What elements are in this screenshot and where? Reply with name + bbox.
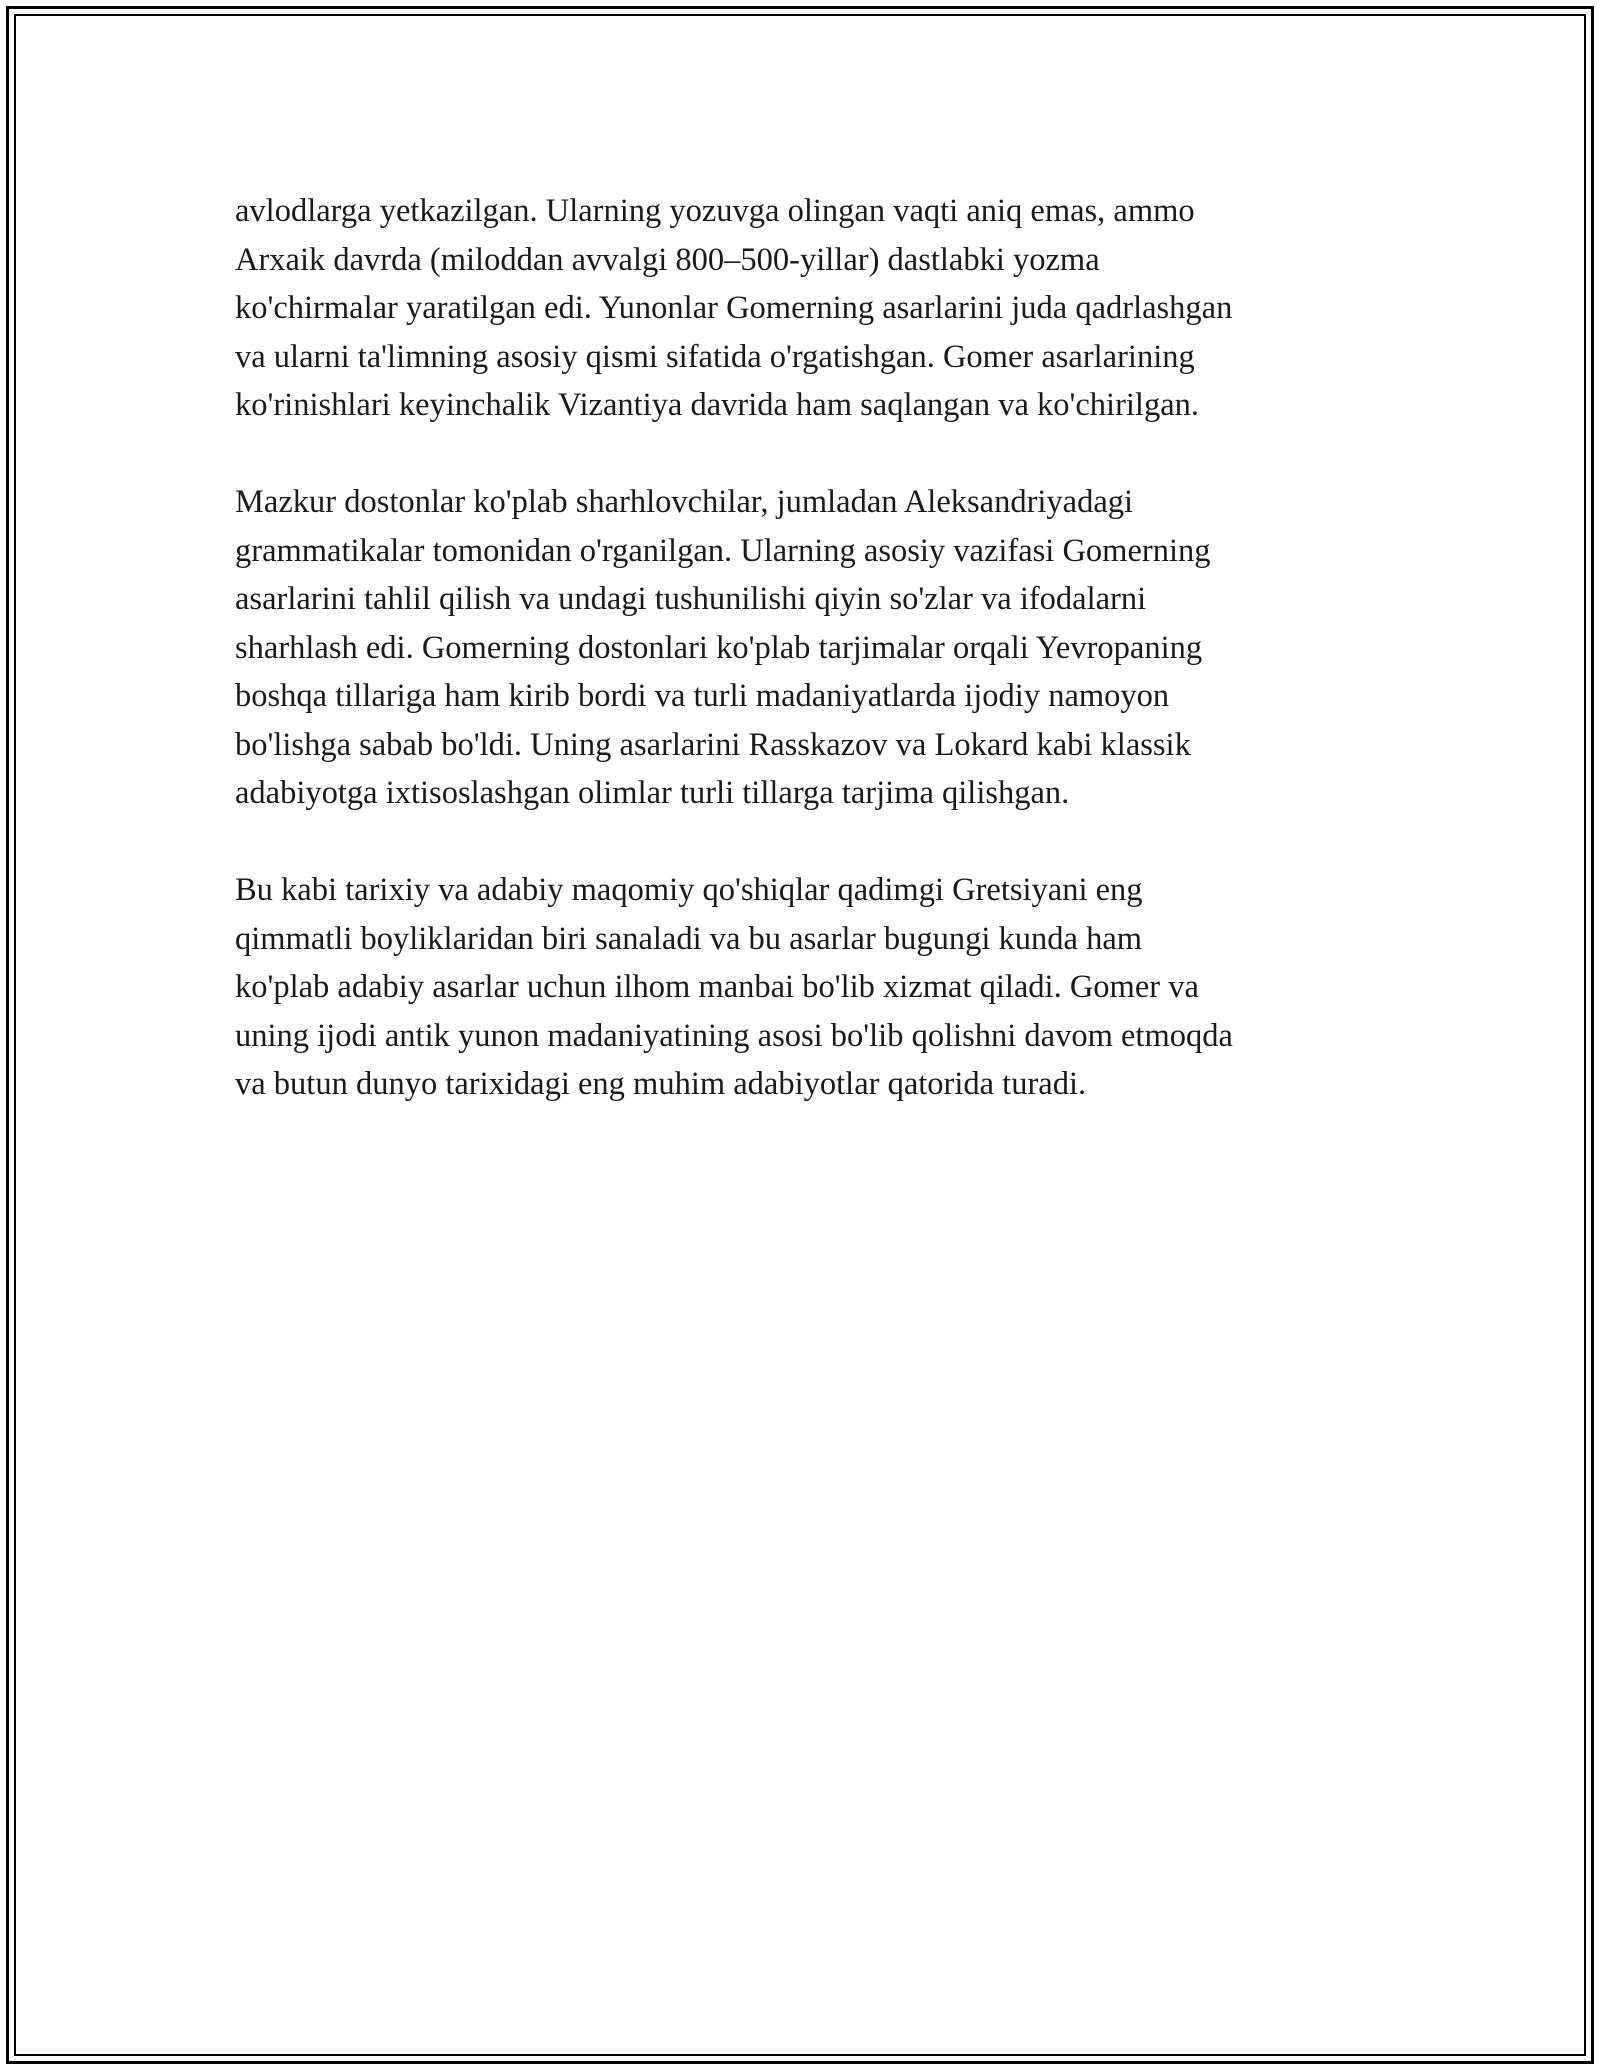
- text-line: ko'chirmalar yaratilgan edi. Yunonlar Gomerning asarlarini juda qadrlashgan: [235, 290, 1233, 326]
- text-line: grammatikalar tomonidan o'rganilgan. Ularning asosiy vazifasi Gomerning: [235, 532, 1211, 569]
- text-line: bo'lishga sabab bo'ldi. Uning asarlarini Rasskazov va Lokard kabi klassik: [235, 726, 1191, 763]
- text-line: ko'rinishlari keyinchalik Vizantiya davrida ham saqlangan va ko'chirilgan.: [235, 387, 1200, 423]
- text-line: adabiyotga ixtisoslashgan olimlar turli tillarga tarjima qilishgan.: [235, 775, 1070, 811]
- text-line: boshqa tillariga ham kirib bordi va turli madaniyatlarda ijodiy namoyon: [235, 678, 1170, 714]
- text-line: Bu kabi tarixiy va adabiy maqomiy qo'shiqlar qadimgi Gretsiyani eng: [235, 872, 1143, 908]
- text-line: va butun dunyo tarixidagi eng muhim adabiyotlar qatorida turadi.: [235, 1066, 1087, 1102]
- text-line: avlodlarga yetkazilgan. Ularning yozuvga olingan vaqti aniq emas, ammo: [235, 193, 1195, 229]
- paragraph-3: [235, 866, 1385, 1109]
- text-line: sharhlash edi. Gomerning dostonlari ko'plab tarjimalar orqali Yevropaning: [235, 629, 1203, 666]
- text-line: asarlarini tahlil qilish va undagi tushunilishi qiyin so'zlar va ifodalarni: [235, 581, 1147, 617]
- text-line: ko'plab adabiy asarlar uchun ilhom manbai bo'lib xizmat qiladi. Gomer va: [235, 969, 1199, 1005]
- text-line: uning ijodi antik yunon madaniyatining asosi bo'lib qolishni davom etmoqda: [235, 1017, 1233, 1054]
- text-line: qimmatli boyliklaridan biri sanaladi va bu asarlar bugungi kunda ham: [235, 920, 1143, 957]
- text-line: Mazkur dostonlar ko'plab sharhlovchilar, jumladan Aleksandriyadagi: [235, 484, 1134, 520]
- text-line: va ularni ta'limning asosiy qismi sifatida o'rgatishgan. Gomer asarlarining: [235, 338, 1195, 375]
- paragraph-1: [235, 187, 1385, 430]
- text-line: Arxaik davrda (miloddan avvalgi 800–500-yillar) dastlabki yozma: [235, 241, 1100, 278]
- document-body: [235, 187, 1385, 1157]
- paragraph-2: [235, 478, 1385, 818]
